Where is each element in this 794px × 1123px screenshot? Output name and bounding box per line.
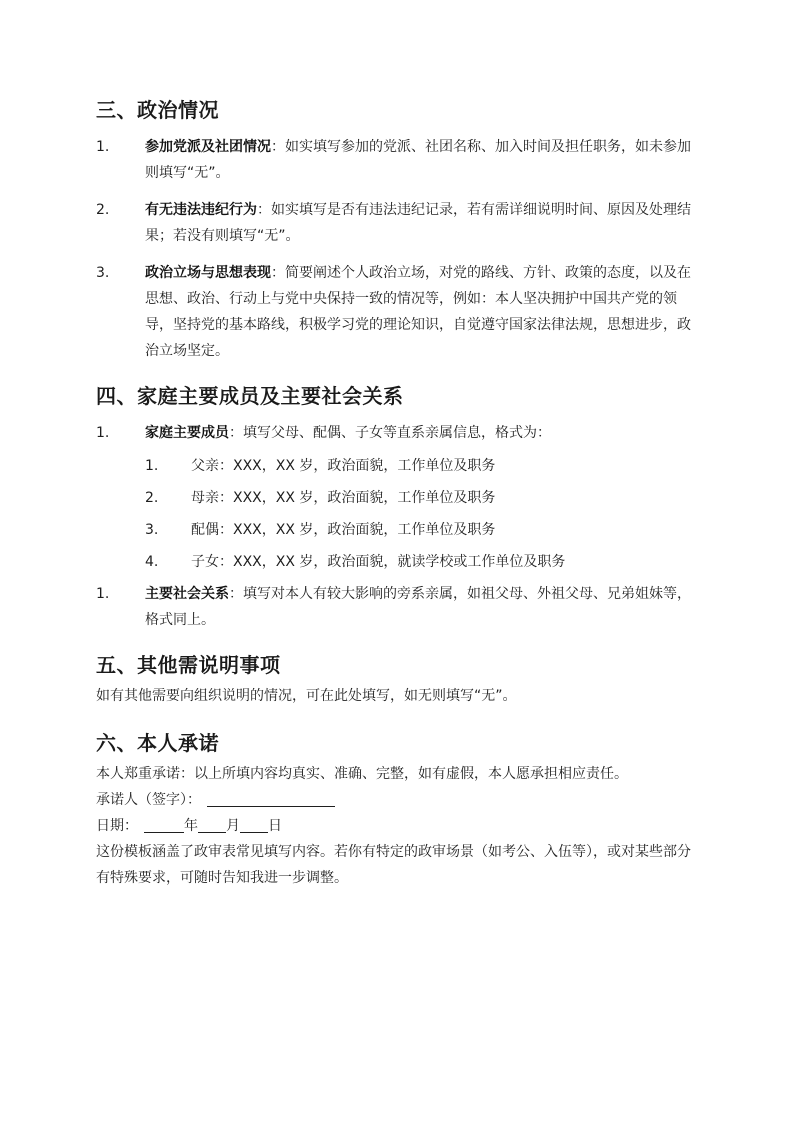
list-item xyxy=(96,197,700,249)
section-title-pledge: 六、本人承诺 xyxy=(96,731,219,755)
list-number: 2. xyxy=(145,490,159,506)
list-number: 2. xyxy=(96,202,110,218)
list-number: 1. xyxy=(145,458,159,474)
signer-line xyxy=(96,787,700,813)
day-label: 日 xyxy=(268,818,282,834)
family-member-item xyxy=(145,549,700,575)
member-text: 子女：XXX，XX 岁，政治面貌，就读学校或工作单位及职务 xyxy=(191,554,566,570)
family-list xyxy=(96,420,700,633)
item-label: 家庭主要成员 xyxy=(145,425,229,441)
document-page xyxy=(96,92,700,891)
year-label: 年 xyxy=(184,818,198,834)
list-number: 1. xyxy=(96,425,110,441)
section-title-family: 四、家庭主要成员及主要社会关系 xyxy=(96,384,404,408)
date-label: 日期： xyxy=(96,818,138,834)
other-text: 如有其他需要向组织说明的情况，可在此处填写，如无则填写“无”。 xyxy=(96,688,517,704)
family-member-item xyxy=(145,485,700,511)
item-text: ：如实填写参加的党派、社团名称、加入时间及担任职务，如未参加则填写“无”。 xyxy=(145,139,691,181)
member-text: 父亲：XXX，XX 岁，政治面貌，工作单位及职务 xyxy=(191,458,496,474)
member-text: 母亲：XXX，XX 岁，政治面貌，工作单位及职务 xyxy=(191,490,496,506)
list-item xyxy=(96,420,700,446)
political-list xyxy=(96,134,700,364)
item-label: 主要社会关系 xyxy=(145,586,229,602)
day-blank xyxy=(240,814,268,833)
list-number: 1. xyxy=(96,139,110,155)
date-line xyxy=(96,813,700,839)
family-member-item xyxy=(145,453,700,479)
list-item xyxy=(96,134,700,186)
item-label: 有无违法违纪行为 xyxy=(145,202,257,218)
item-text: ：如实填写是否有违法违纪记录，若有需详细说明时间、原因及处理结果；若没有则填写“无”。 xyxy=(145,202,691,244)
item-text: ：填写父母、配偶、子女等直系亲属信息，格式为： xyxy=(229,425,551,441)
list-number: 1. xyxy=(96,586,110,602)
family-member-item xyxy=(145,517,700,543)
closing-note: 这份模板涵盖了政审表常见填写内容。若你有特定的政审场景（如考公、入伍等），或对某些部分有特殊要求，可随时告知我进一步调整。 xyxy=(96,844,691,886)
family-members-list xyxy=(145,453,700,575)
month-blank xyxy=(198,814,226,833)
item-label: 参加党派及社团情况 xyxy=(145,139,271,155)
section-title-political: 三、政治情况 xyxy=(96,98,219,122)
section-title-other: 五、其他需说明事项 xyxy=(96,653,281,677)
month-label: 月 xyxy=(226,818,240,834)
list-item xyxy=(96,581,700,633)
signer-label: 承诺人（签字）： xyxy=(96,792,201,808)
item-text: ：简要阐述个人政治立场，对党的路线、方针、政策的态度，以及在思想、政治、行动上与党中央保持一致的情况等，例如：本人坚决拥护中国共产党的领导，坚持党的基本路线，积极学习党的理论知识，自觉遵守国家法律法规，思想进步，政治立场坚定。 xyxy=(145,265,691,359)
list-number: 3. xyxy=(145,522,159,538)
item-text: ：填写对本人有较大影响的旁系亲属，如祖父母、外祖父母、兄弟姐妹等，格式同上。 xyxy=(145,586,691,628)
list-number: 4. xyxy=(145,554,159,570)
pledge-statement: 本人郑重承诺：以上所填内容均真实、准确、完整，如有虚假，本人愿承担相应责任。 xyxy=(96,766,628,782)
item-label: 政治立场与思想表现 xyxy=(145,265,271,281)
list-item xyxy=(96,260,700,364)
signature-blank xyxy=(207,788,335,807)
member-text: 配偶：XXX，XX 岁，政治面貌，工作单位及职务 xyxy=(191,522,496,538)
list-number: 3. xyxy=(96,265,110,281)
year-blank xyxy=(144,814,184,833)
